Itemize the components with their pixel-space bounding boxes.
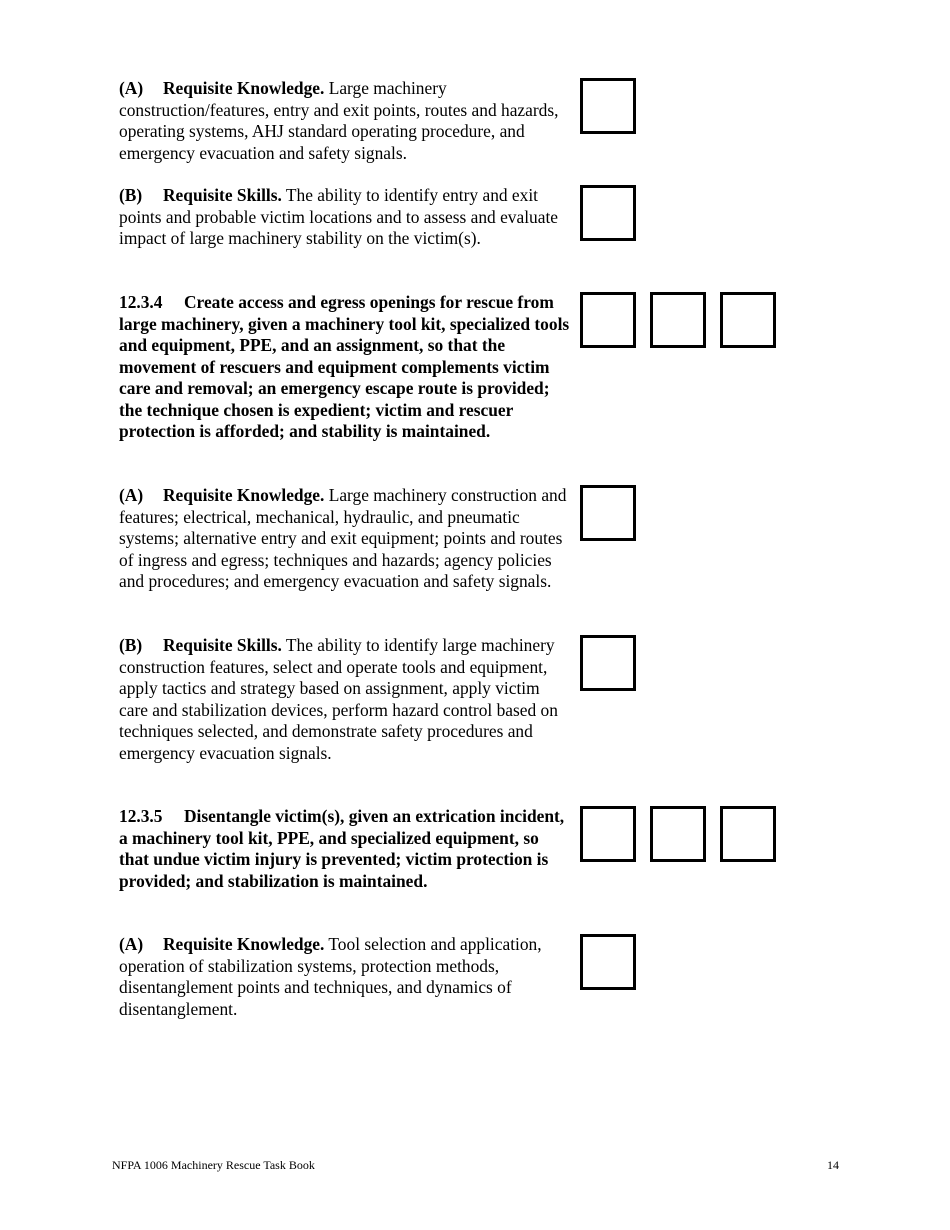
footer-title: NFPA 1006 Machinery Rescue Task Book xyxy=(112,1158,315,1172)
requisite-knowledge-paragraph xyxy=(119,485,571,593)
item-text: Large machinery construction/features, entry and exit points, routes and hazards, operating systems, AHJ standard operating procedure, and emergency evacuation and safety signals. xyxy=(119,78,559,163)
item-label: (A) xyxy=(119,78,144,98)
signoff-checkbox[interactable] xyxy=(650,806,706,862)
signoff-checkbox[interactable] xyxy=(580,934,636,990)
item-heading: Requisite Knowledge. xyxy=(163,934,325,954)
item-text: Large machinery construction and features; electrical, mechanical, hydraulic, and pneumatic systems; alternative entry and exit equipment; points and routes of ingress and egress; techniques and hazards; agency policies and procedures; and emergency evacuation and safety signals. xyxy=(119,485,567,591)
signoff-checkbox[interactable] xyxy=(580,485,636,541)
page-number: 14 xyxy=(827,1158,839,1172)
task-12-3-5 xyxy=(119,806,571,892)
signoff-checkbox[interactable] xyxy=(580,292,636,348)
requisite-knowledge-paragraph xyxy=(119,934,571,1020)
signoff-boxes xyxy=(580,485,636,541)
item-text: Tool selection and application, operation of stabilization systems, protection methods, disentanglement points and techniques, and dynamics of disentanglement. xyxy=(119,934,542,1019)
signoff-boxes xyxy=(580,934,636,990)
task-text: Create access and egress openings for rescue from large machinery, given a machinery tool kit, specialized tools and equipment, PPE, and an assignment, so that the movement of rescuers and equipment complements victim care and removal; an emergency escape route is provided; the technique chosen is expedient; victim and rescuer protection is afforded; and stability is maintained. xyxy=(119,292,570,441)
item-heading: Requisite Knowledge. xyxy=(163,485,325,505)
item-label: (A) xyxy=(119,485,144,505)
item-heading: Requisite Skills. xyxy=(163,185,282,205)
requisite-skills-paragraph xyxy=(119,185,571,250)
signoff-boxes xyxy=(580,78,636,134)
signoff-checkbox[interactable] xyxy=(580,78,636,134)
signoff-boxes xyxy=(580,635,636,691)
signoff-boxes xyxy=(580,806,776,862)
requisite-knowledge-paragraph xyxy=(119,78,571,164)
signoff-checkbox[interactable] xyxy=(720,292,776,348)
task-text: Disentangle victim(s), given an extrication incident, a machinery tool kit, PPE, and specialized equipment, so that undue victim injury is prevented; victim protection is provided; and stabilization is maintained. xyxy=(119,806,565,891)
item-text: The ability to identify large machinery construction features, select and operate tools and equipment, apply tactics and strategy based on assignment, apply victim care and stabilization devices, perform hazard control based on techniques selected, and demonstrate safety procedures and emergency evacuation signals. xyxy=(119,635,558,763)
item-label: (B) xyxy=(119,635,143,655)
signoff-boxes xyxy=(580,185,636,241)
task-12-3-4 xyxy=(119,292,571,443)
signoff-boxes xyxy=(580,292,776,348)
signoff-checkbox[interactable] xyxy=(580,806,636,862)
item-label: (B) xyxy=(119,185,143,205)
task-number: 12.3.5 xyxy=(119,806,163,826)
item-label: (A) xyxy=(119,934,144,954)
signoff-checkbox[interactable] xyxy=(720,806,776,862)
signoff-checkbox[interactable] xyxy=(580,185,636,241)
item-heading: Requisite Knowledge. xyxy=(163,78,325,98)
item-heading: Requisite Skills. xyxy=(163,635,282,655)
requisite-skills-paragraph xyxy=(119,635,571,764)
item-text: The ability to identify entry and exit points and probable victim locations and to assess and evaluate impact of large machinery stability on the victim(s). xyxy=(119,185,559,248)
task-number: 12.3.4 xyxy=(119,292,163,312)
signoff-checkbox[interactable] xyxy=(580,635,636,691)
signoff-checkbox[interactable] xyxy=(650,292,706,348)
